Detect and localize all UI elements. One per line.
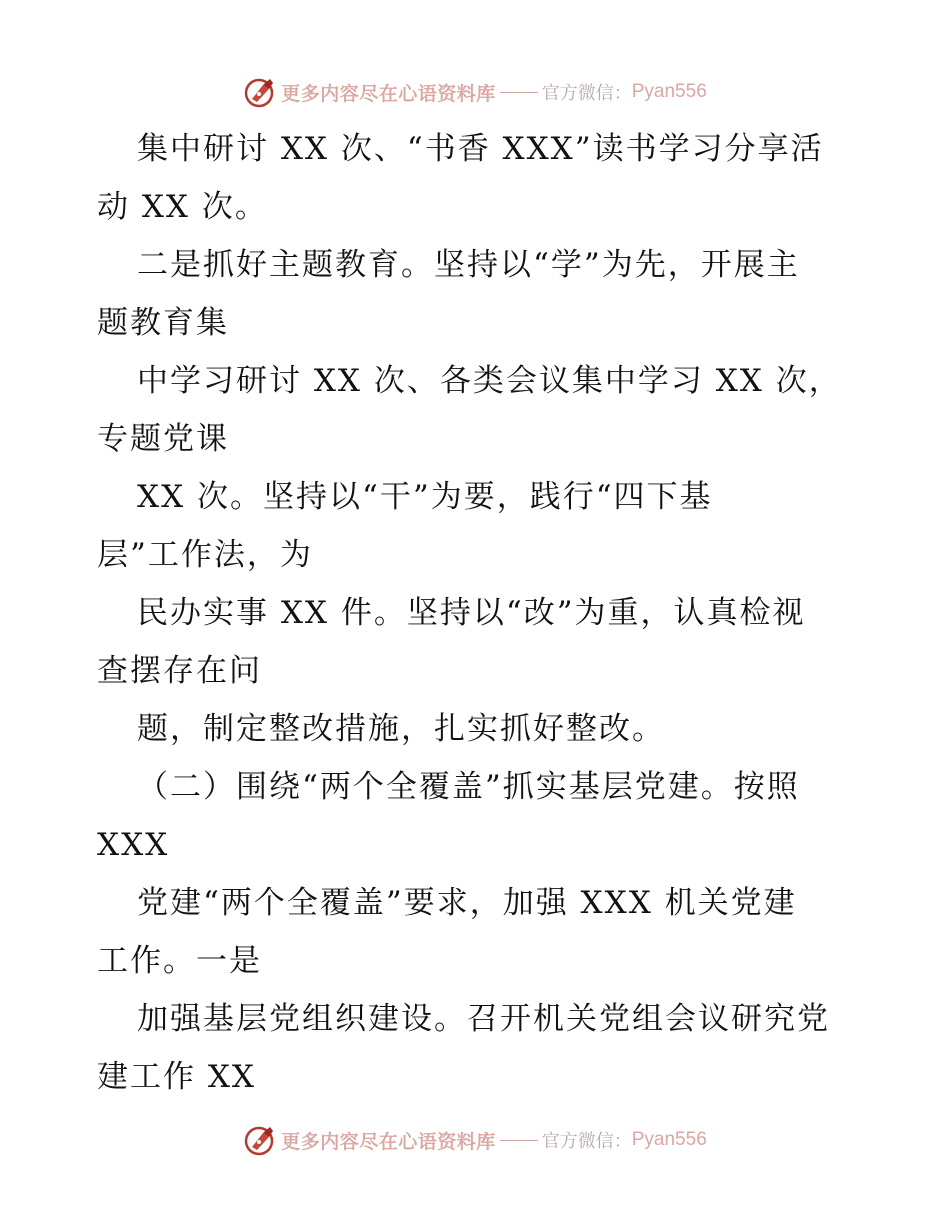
text-line: 查摆存在问 bbox=[97, 653, 262, 689]
watermark-wechat-label: 官方微信： bbox=[541, 83, 632, 104]
text-line: 中学习研讨 XX 次、各类会议集中学习 XX 次， bbox=[137, 363, 842, 399]
text-line: XX 次。坚持以“干”为要，践行“四下基 bbox=[137, 479, 713, 515]
text-line: 题，制定整改措施，扎实抓好整改。 bbox=[137, 711, 665, 747]
text-line: 党建“两个全覆盖”要求，加强 XXX 机关党建 bbox=[137, 885, 797, 921]
text-line: （二）围绕“两个全覆盖”抓实基层党建。按照 bbox=[137, 769, 800, 805]
watermark-wechat-label: 官方微信： bbox=[541, 1131, 632, 1152]
text-line: 动 XX 次。 bbox=[97, 189, 268, 225]
text-line: 专题党课 bbox=[97, 421, 229, 457]
footer-watermark bbox=[0, 1120, 950, 1160]
text-line: 题教育集 bbox=[97, 305, 229, 341]
text-line: 层”工作法，为 bbox=[97, 537, 313, 573]
watermark-dash bbox=[500, 92, 538, 93]
header-watermark bbox=[0, 72, 950, 112]
text-line: 二是抓好主题教育。坚持以“学”为先，开展主 bbox=[137, 247, 800, 283]
watermark-dash bbox=[500, 1140, 538, 1141]
watermark-wechat-id: Pyan556 bbox=[631, 1129, 707, 1150]
text-line: 民办实事 XX 件。坚持以“改”为重，认真检视 bbox=[137, 595, 806, 631]
text-line: 集中研讨 XX 次、“书香 XXX”读书学习分享活 bbox=[137, 131, 824, 167]
watermark-brand: 更多内容尽在心语资料库 bbox=[281, 82, 496, 105]
text-line: 加强基层党组织建设。召开机关党组会议研究党 bbox=[137, 1001, 830, 1037]
text-line: 工作。一是 bbox=[97, 943, 262, 979]
text-line: XXX bbox=[97, 827, 170, 863]
watermark-brand: 更多内容尽在心语资料库 bbox=[281, 1130, 496, 1153]
text-line: 建工作 XX bbox=[97, 1059, 256, 1095]
document-body bbox=[97, 120, 857, 1106]
watermark-wechat-id: Pyan556 bbox=[631, 81, 707, 102]
pen-nib-circle-logo-icon bbox=[243, 1123, 277, 1157]
pen-nib-circle-logo-icon bbox=[243, 75, 277, 109]
